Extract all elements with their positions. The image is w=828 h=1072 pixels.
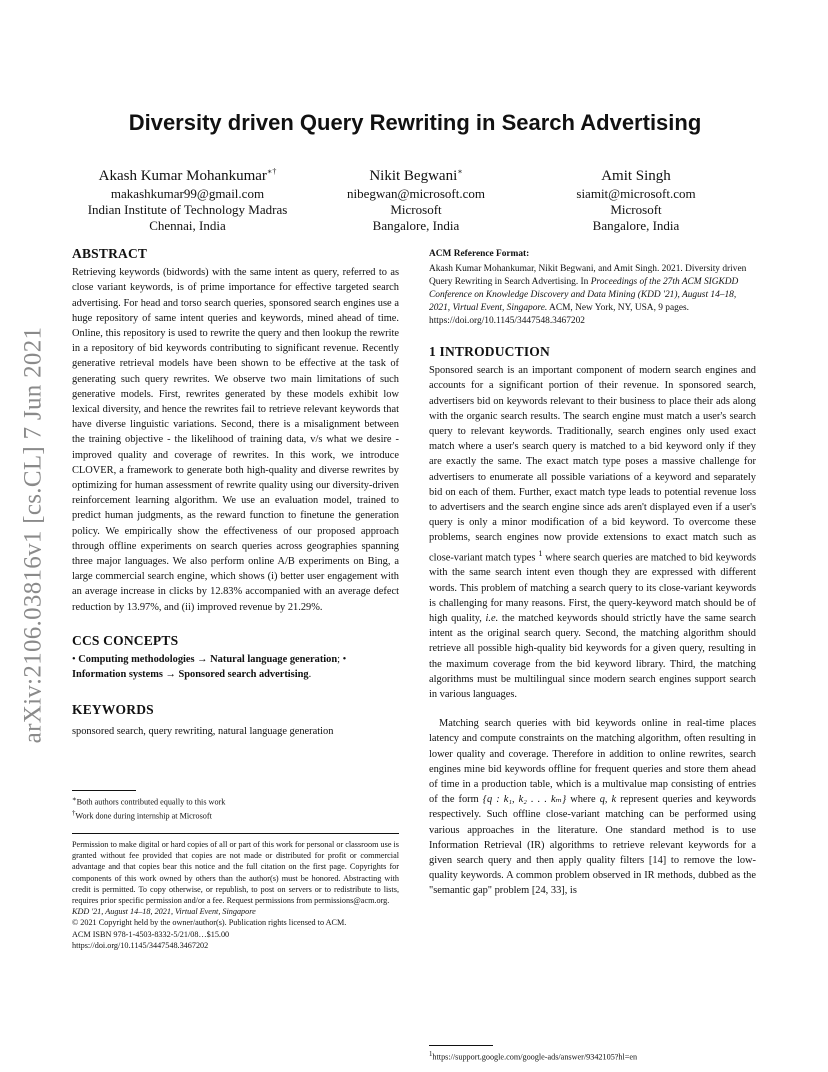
ccs-separator: ; • [337, 654, 347, 666]
intro-p1-part-a: Sponsored search is an important component of modern search engines and accounts for a significant portion of their revenue. In sponsored search, advertisers bid on keywords relevant to their business to place their ads along with the organic search results. The search engine must match a user's search query to relevant keywords. Traditionally, search engines only used exact match where a user's search query is matched to a bid keyword only if they are exactly the same. The exact match type poses a massive challenge for advertisers to enumerate all possible variations of a keyword and separately bid on each of them. Further, exact match type leads to potential revenue loss to advertisers and the search engine since ads aren't displayed even if a user's query is only a minor modification of a bid keyword. To overcome these problems, search engines now provide extensions to exact match such as close-variant match types [429, 365, 756, 564]
author-affiliation: Microsoft [610, 202, 662, 217]
intro-p2-qk: q, k [599, 794, 617, 806]
author-1 [60, 166, 315, 234]
footnote-text: https://support.google.com/google-ads/answer/9342105?hl=en [432, 1052, 638, 1062]
footnote-mark: 1 [429, 1051, 433, 1058]
keywords-heading: KEYWORDS [72, 702, 154, 718]
intro-p1-part-c: the matched keywords should strictly have the same search intent as the original search query. Second, the matching algorithm should retrieve all possible high-quality bid keywords for a given query, resulting in the maximum coverage from the bid keyword library. Third, the matching algorithms must be multilingual since modern search engines support search in various languages. [429, 612, 756, 700]
ccs-concepts: • Computing methodologies → Natural language generation; • Information systems → Sponsored search advertising. [72, 654, 347, 681]
paper-title: Diversity driven Query Rewriting in Search Advertising [128, 110, 702, 135]
left-column [72, 246, 399, 739]
acm-ref-publisher: ACM, New York, NY, USA, 9 pages. https://doi.org/10.1145/3447548.3467202 [429, 303, 689, 326]
abstract-text: Retrieving keywords (bidwords) with the same intent as query, referred to as close variant keywords, is of prime importance for effective targeted search advertising. For head and torso search queries, sponsored search engines use a huge repository of same intent queries and keywords, mined ahead of time. Online, this repository is used to rewrite the query and then lookup the rewrite in a repository of bid keywords contributing to significant revenue. Recently generative retrieval models have been shown to be effective at the task of generating such query rewrites. We observe two main limitations of such generative models. First, rewrites generated by these models exhibit low lexical diversity, and hence the rewrites fail to retrieve relevant keywords that have diverse linguistic variations. Second, there is a misalignment between the training objective - the likelihood of training data, v/s what we desire - improved quality and coverage of rewrites. In this work, we introduce CLOVER, a framework to generate both high-quality and diverse rewrites by optimizing for human assessment of rewrite quality using our diversity-driven reinforcement learning algorithm. We use an evaluation model, trained to predict human judgments, as the reward function to finetune the generation policy. We empirically show the effectiveness of our proposed approach through offline experiments on search queries across geographies spanning three major languages. We also perform online A/B experiments on Bing, a large commercial search engine, which shows (i) better user engagement with an average increase in clicks by 12.83% accompanied with an average defect reduction by 13.97%, and (ii) improved revenue by 21.29%. [72, 267, 399, 613]
author-marks: ∗ [457, 167, 463, 176]
footnote-rule-right [429, 1045, 493, 1046]
footnote-text: Both authors contributed equally to this work [76, 797, 226, 807]
intro-p1-ie: i.e. [485, 612, 499, 624]
author-affiliation: Indian Institute of Technology Madras [87, 202, 288, 217]
footnote-ref-1: 1 [538, 547, 543, 558]
ccs-item-1: Computing methodologies → Natural language generation [78, 654, 338, 666]
permission-text: Permission to make digital or hard copies of all or part of this work for personal or classroom use is granted without fee provided that copies are not made or distributed for profit or commercial advantage and that copies bear this notice and the full citation on the first page. Copyrights for components of this work owned by others than the author(s) must be honored. Abstracting with credit is permitted. To copy otherwise, or republish, to post on servers or to redistribute to lists, requires prior specific permission and/or a fee. Request permissions from permissions@acm.org. [72, 840, 399, 906]
author-location: Bangalore, India [372, 218, 460, 233]
right-column [429, 248, 756, 899]
intro-p2-part-b: where [566, 794, 600, 806]
author-name: Nikit Begwani [369, 168, 458, 184]
footnote-url [429, 1049, 756, 1063]
author-location: Bangalore, India [592, 218, 680, 233]
acm-ref-authors: Akash Kumar Mohankumar, Nikit Begwani, and Amit Singh. 2021. Diversity driven Query Rewriting in Search Advertising. In [429, 264, 747, 287]
intro-p2-part-a: Matching search queries with bid keywords online in real-time places latency and compute constraints on the matching algorithm, often resulting in lower quality and coverage. Therefore in addition to online rewrites, search engines mine bid keywords offline for frequent queries and store them ahead of time in a production table, which is a multivalue map consisting of entries of the form [429, 718, 756, 806]
author-3 [546, 166, 726, 234]
ccs-item-2: Information systems → Sponsored search advertising [72, 669, 309, 681]
permission-rule [72, 833, 399, 834]
ccs-heading: CCS CONCEPTS [72, 632, 179, 648]
author-affiliation: Microsoft [390, 202, 442, 217]
acm-ref-heading: ACM Reference Format: [429, 249, 530, 259]
footnote-text: Work done during internship at Microsoft [75, 811, 212, 821]
author-name: Amit Singh [601, 168, 671, 184]
permission-isbn: ACM ISBN 978-1-4503-8332-5/21/08…$15.00 [72, 929, 230, 939]
left-footnotes [72, 790, 399, 822]
footnote-mark: ∗ [72, 796, 77, 803]
acm-ref-proceedings: Proceedings of the 27th ACM SIGKDD Conference on Knowledge Discovery and Data Mining (KDD '21), August 14–18, 2021, Virtual Event, Singapore. [429, 277, 739, 313]
footnote-mark: † [72, 809, 76, 817]
author-3-name-line [546, 166, 726, 186]
ccs-end: . [308, 669, 312, 681]
intro-paragraph-2 [429, 716, 756, 898]
author-name: Akash Kumar Mohankumar [98, 168, 267, 184]
keywords-text: sponsored search, query rewriting, natural language generation [72, 725, 334, 737]
author-2-name-line [318, 166, 514, 186]
permission-block [72, 833, 399, 951]
author-2 [318, 166, 514, 234]
acm-ref-text [429, 263, 756, 328]
intro-p1-part-b: where search queries are matched to bid keywords with the same search intent even though they are expressed with different words. This problem of matching a search query to its close-variant keywords is challenging for many reasons. First, the query-keyword match should be of high quality, [429, 552, 756, 624]
author-email: siamit@microsoft.com [576, 186, 696, 201]
permission-venue: KDD '21, August 14–18, 2021, Virtual Event, Singapore [72, 907, 256, 917]
permission-copyright: © 2021 Copyright held by the owner/author(s). Publication rights licensed to ACM. [72, 918, 347, 928]
intro-paragraph-1 [429, 363, 756, 702]
author-1-name-line [60, 166, 315, 186]
intro-heading: 1 INTRODUCTION [429, 344, 550, 359]
footnote-2 [72, 808, 399, 822]
permission-doi: https://doi.org/10.1145/3447548.3467202 [72, 940, 209, 950]
intro-p2-part-c: represent queries and keywords respectively. Such offline close-variant matching can be performed using various approaches in the literature. One standard method is to use Information Retrieval (IR) algorithms to retrieve relevant keywords for a given search query and then apply quality filters [14] to remove the low-quality keywords. A common problem observed in IR methods, dubbed as the "semantic gap" problem [24, 33], is [429, 794, 756, 897]
author-marks: ∗† [266, 167, 277, 176]
intro-p2-math: {q : k₁, k₂ . . . kₘ} [482, 794, 567, 806]
author-location: Chennai, India [149, 218, 226, 233]
right-footnote [429, 1045, 756, 1063]
abstract-heading: ABSTRACT [72, 246, 148, 261]
arxiv-id-text: arXiv:2106.03816v1 [cs.CL] 7 Jun 2021 [19, 326, 46, 744]
footnote-rule [72, 790, 136, 791]
author-email: nibegwan@microsoft.com [347, 186, 485, 201]
footnote-1 [72, 794, 399, 808]
author-email: makashkumar99@gmail.com [110, 186, 265, 201]
arxiv-identifier-stamp [8, 300, 58, 770]
